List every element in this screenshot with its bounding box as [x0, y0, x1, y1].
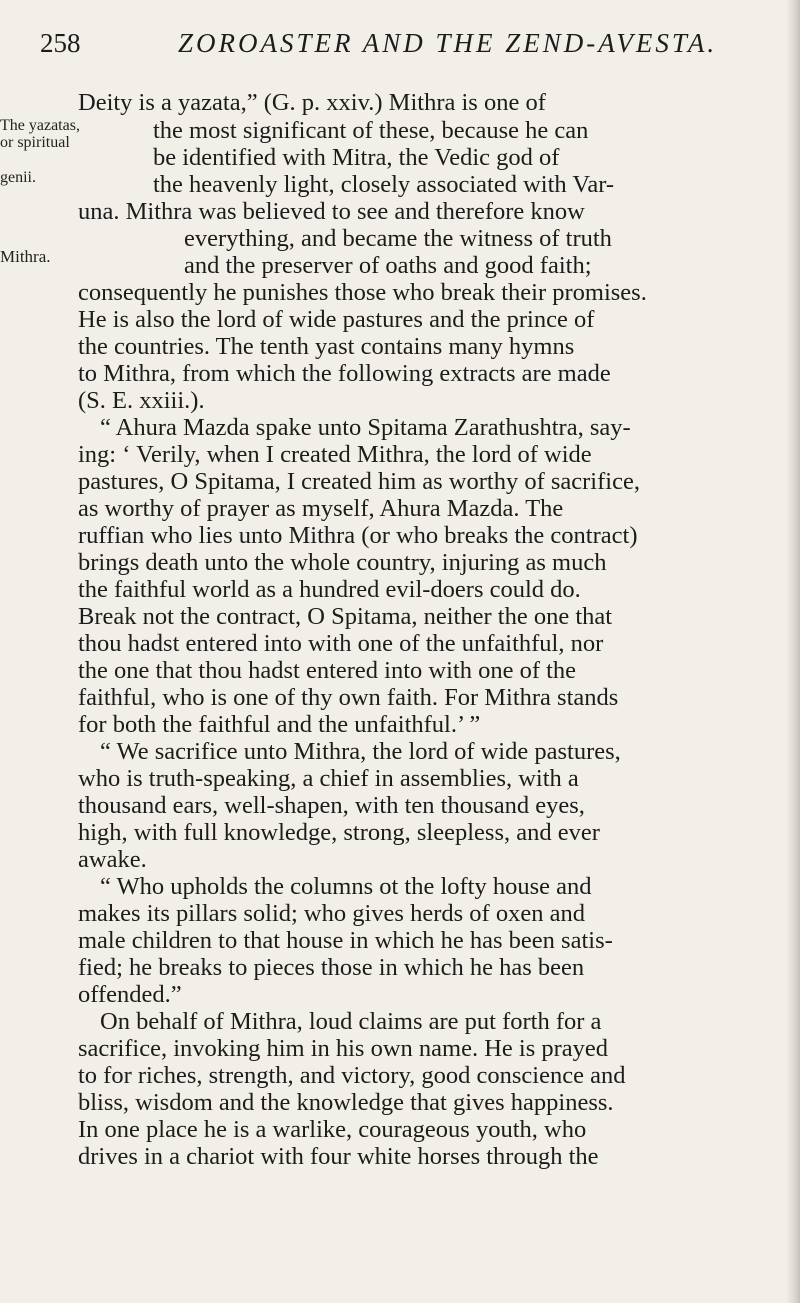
- text-line: for both the faithful and the unfaithful.’ ”: [78, 711, 481, 738]
- text-line: brings death unto the whole country, injuring as much: [78, 549, 607, 576]
- text-line: who is truth-speaking, a chief in assemblies, with a: [78, 765, 579, 792]
- text-line: the most significant of these, because he can: [153, 117, 589, 144]
- text-line: He is also the lord of wide pastures and the prince of: [78, 306, 595, 333]
- text-line: Break not the contract, O Spitama, neither the one that: [78, 603, 613, 630]
- text-line: awake.: [78, 846, 147, 873]
- text-line: to Mithra, from which the following extracts are made: [78, 360, 611, 387]
- text-line: the faithful world as a hundred evil-doers could do.: [78, 576, 581, 603]
- text-line: the one that thou hadst entered into with one of the: [78, 657, 577, 684]
- text-line: In one place he is a warlike, courageous youth, who: [78, 1116, 587, 1143]
- text-line: consequently he punishes those who break their promises.: [78, 279, 647, 306]
- text-line: makes its pillars solid; who gives herds of oxen and: [78, 900, 585, 927]
- text-line: offended.”: [78, 981, 182, 1008]
- text-line: sacrifice, invoking him in his own name. He is prayed: [78, 1035, 609, 1062]
- text-line: ruffian who lies unto Mithra (or who breaks the contract): [78, 522, 638, 549]
- sidenote-mithra: Mithra.: [0, 247, 51, 266]
- text-line: ing: ‘ Verily, when I created Mithra, the lord of wide: [78, 441, 592, 468]
- sidenote-yazatas-line2: or spiritual: [0, 134, 70, 151]
- text-line: bliss, wisdom and the knowledge that gives happiness.: [78, 1089, 614, 1116]
- text-line: the heavenly light, closely associated with Var-: [153, 171, 615, 198]
- text-line: thou hadst entered into with one of the unfaithful, nor: [78, 630, 604, 657]
- text-line: (S. E. xxiii.).: [78, 387, 205, 414]
- text-line: pastures, O Spitama, I created him as worthy of sacrifice,: [78, 468, 640, 495]
- text-line: “ Ahura Mazda spake unto Spitama Zarathushtra, say-: [100, 414, 631, 441]
- text-line: male children to that house in which he has been satis-: [78, 927, 613, 954]
- text-line: thousand ears, well-shapen, with ten thousand eyes,: [78, 792, 585, 819]
- text-line: drives in a chariot with four white horses through the: [78, 1143, 599, 1170]
- running-title: ZOROASTER AND THE ZEND-AVESTA.: [178, 28, 718, 58]
- text-line: faithful, who is one of thy own faith. For Mithra stands: [78, 684, 619, 711]
- sidenote-yazatas-line3: genii.: [0, 169, 36, 186]
- text-line: “ Who upholds the columns ot the lofty house and: [100, 873, 592, 900]
- text-line: On behalf of Mithra, loud claims are put forth for a: [100, 1008, 602, 1035]
- text-line: and the preserver of oaths and good faith;: [184, 252, 592, 279]
- text-line: Deity is a yazata,” (G. p. xxiv.) Mithra is one of: [78, 89, 546, 116]
- text-line: una. Mithra was believed to see and therefore know: [78, 198, 585, 225]
- running-header: [40, 28, 760, 68]
- text-line: “ We sacrifice unto Mithra, the lord of wide pastures,: [100, 738, 621, 765]
- text-line: be identified with Mitra, the Vedic god of: [153, 144, 560, 171]
- text-line: the countries. The tenth yast contains many hymns: [78, 333, 575, 360]
- sidenote-yazatas-line1: The yazatas,: [0, 117, 80, 134]
- text-line: as worthy of prayer as myself, Ahura Mazda. The: [78, 495, 564, 522]
- text-line: everything, and became the witness of truth: [184, 225, 612, 252]
- page-edge-shadow: [786, 0, 800, 1303]
- page-number: 258: [40, 28, 81, 58]
- text-line: high, with full knowledge, strong, sleepless, and ever: [78, 819, 600, 846]
- text-line: to for riches, strength, and victory, good conscience and: [78, 1062, 626, 1089]
- text-line: fied; he breaks to pieces those in which he has been: [78, 954, 585, 981]
